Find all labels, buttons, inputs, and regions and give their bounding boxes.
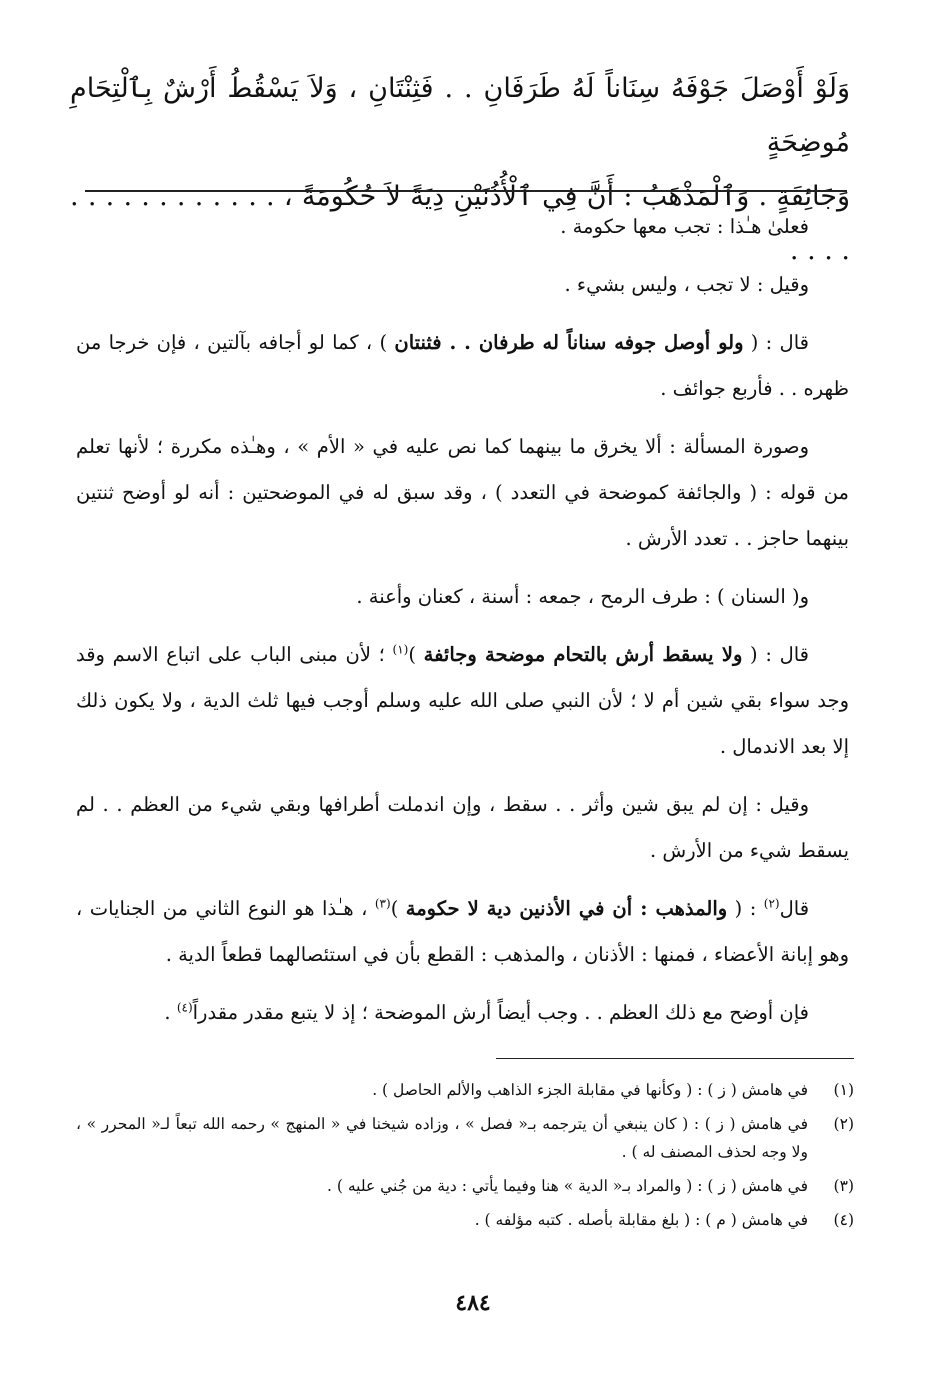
- quoted-matn: ولو أوصل جوفه سناناً له طرفان . . فثنتان: [394, 331, 744, 354]
- footnote: [76, 1206, 854, 1234]
- footnote-text: في هامش ( ز ) : ( وكأنها في مقابلة الجزء الذاهب والألم الحاصل ) .: [372, 1081, 808, 1099]
- commentary-paragraph: وقيل : لا تجب ، وليس بشيء .: [564, 273, 809, 296]
- footnote-text: في هامش ( ز ) : ( كان ينبغي أن يترجمه بـ« فصل » ، وزاده شيخنا في « المنهج » رحمه الله تبعاً لـ« المحرر » ، ولا وجه لحذف المصنف له ) .: [76, 1115, 808, 1161]
- commentary-paragraph: فإن أوضح مع ذلك العظم . . وجب أيضاً أرش الموضحة ؛ إذ لا يتبع مقدر مقدراً$^{(٤)}$ .: [164, 1000, 809, 1024]
- commentary-paragraph: وقيل : إن لم يبق شين وأثر . . سقط ، وإن اندملت أطرافها وبقي شيء من العظم . . لم يسقط شيء من الأرش .: [76, 793, 849, 862]
- footnote-number: (٢): [833, 1115, 854, 1133]
- footnote-text: في هامش ( م ) : ( بلغ مقابلة بأصله . كتبه مؤلفه ) .: [474, 1211, 808, 1229]
- footnote-text: في هامش ( ز ) : ( والمراد بـ« الدية » هنا وفيما يأتي : دية من جُني عليه ) .: [327, 1177, 808, 1195]
- footnote-ref[interactable]: (١): [392, 642, 409, 657]
- footnote-ref[interactable]: (٤): [176, 1000, 193, 1015]
- commentary-paragraph: قال$^{(٢)}$ : ( والمذهب : أن في الأذنين دية لا حكومة )$^{(٣)}$ ، هـٰذا هو النوع الثاني من الجنايات ، وهو إبانة الأعضاء ، فمنها : الأذنان ، والمذهب : القطع بأن في استئصالهما قطعاً الدية .: [76, 896, 849, 966]
- footnote-ref[interactable]: (٢): [763, 896, 780, 911]
- page-number: ٤٨٤: [455, 1290, 491, 1316]
- footnote-number: (٣): [833, 1177, 854, 1195]
- commentary-paragraph: قال : ( ولو أوصل جوفه سناناً له طرفان . . فثنتان ) ، كما لو أجافه بآلتين ، فإن خرجا من ظهره . . فأربع جوائف .: [76, 331, 849, 400]
- commentary-paragraph: و( السنان ) : طرف الرمح ، جمعه : أسنة ، كعنان وأعنة .: [356, 585, 809, 608]
- commentary: [76, 204, 849, 1048]
- matn-line: وَجَائِفَةٍ . وَٱلْمَذْهَبُ : أَنَّ فِي ٱلْأُذُنَيْنِ دِيَةً لاَ حُكُومَةً ، . . . . . . . . . . . . . . . .: [70, 181, 850, 266]
- commentary-paragraph: فعلىٰ هـٰذا : تجب معها حكومة .: [560, 215, 809, 238]
- quoted-matn: والمذهب : أن في الأذنين دية لا حكومة: [405, 897, 728, 920]
- commentary-paragraph: وصورة المسألة : ألا يخرق ما بينهما كما نص عليه في « الأم » ، وهـٰذه مكررة ؛ لأنها تعلم من قوله : ( والجائفة كموضحة في التعدد ) ، وقد سبق له في الموضحتين : أنه لو أوضح ثنتين بينهما حاجز . . تعدد الأرش .: [76, 435, 849, 550]
- quoted-matn: ولا يسقط أرش بالتحام موضحة وجائفة: [423, 643, 743, 666]
- footnote-ref[interactable]: (٣): [374, 896, 391, 911]
- footnote: [76, 1076, 854, 1104]
- footnote-separator: [496, 1058, 854, 1059]
- footnotes: [76, 1076, 854, 1240]
- footnote: [76, 1110, 854, 1166]
- footnote-number: (١): [833, 1081, 854, 1099]
- footnote-number: (٤): [833, 1211, 854, 1229]
- footnote: [76, 1172, 854, 1200]
- matn-separator: [85, 190, 847, 192]
- matn-line: وَلَوْ أَوْصَلَ جَوْفَهُ سِنَاناً لَهُ طَرَفَانِ . . فَثِنْتَانِ ، وَلاَ يَسْقُطُ أَرْشٌ بِٱلْتِحَامِ مُوضِحَةٍ: [70, 73, 850, 158]
- commentary-paragraph: قال : ( ولا يسقط أرش بالتحام موضحة وجائفة )$^{(١)}$ ؛ لأن مبنى الباب على اتباع الاسم وقد وجد سواء بقي شين أم لا ؛ لأن النبي صلى الله عليه وسلم أوجب فيها ثلث الدية ، ولا يكون ذلك إلا بعد الاندمال .: [76, 642, 849, 758]
